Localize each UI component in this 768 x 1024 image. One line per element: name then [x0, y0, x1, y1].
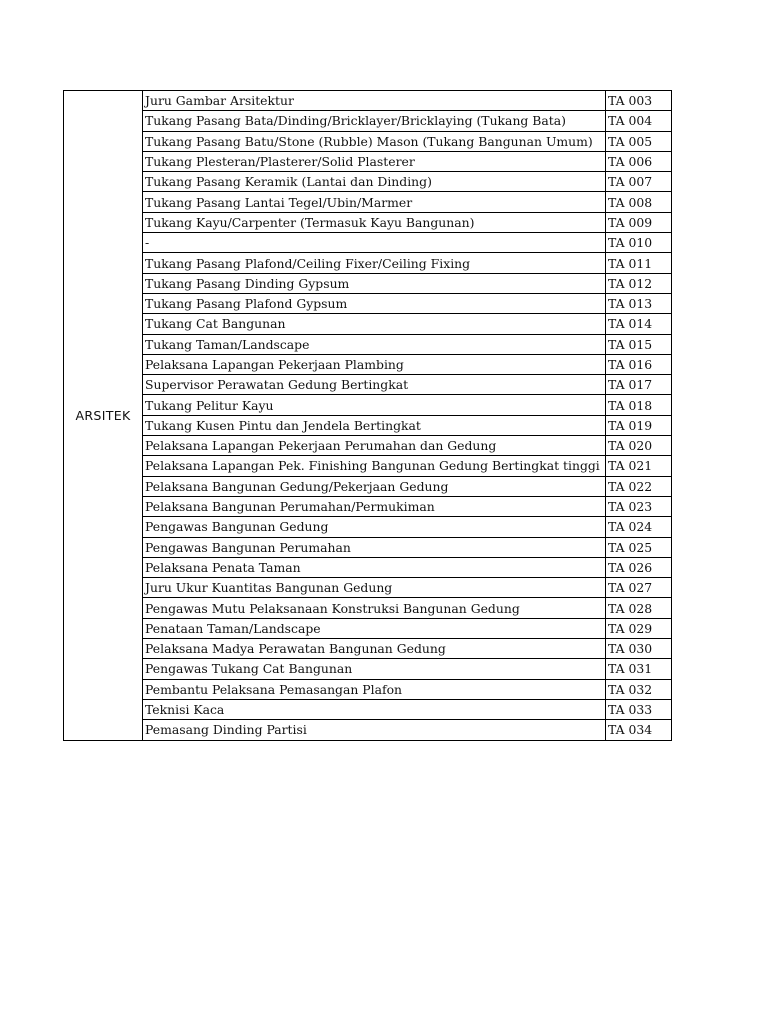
code-cell: TA 005	[606, 131, 672, 151]
code-cell: TA 022	[606, 476, 672, 496]
job-title-cell: Pengawas Bangunan Gedung	[143, 517, 606, 537]
job-title-cell: Supervisor Perawatan Gedung Bertingkat	[143, 375, 606, 395]
table-row	[64, 354, 672, 374]
code-cell: TA 015	[606, 334, 672, 354]
job-title-cell: Pelaksana Penata Taman	[143, 557, 606, 577]
job-title-cell: Pengawas Tukang Cat Bangunan	[143, 659, 606, 679]
job-title-cell: Tukang Pasang Dinding Gypsum	[143, 273, 606, 293]
competency-table	[63, 90, 672, 741]
table-row	[64, 415, 672, 435]
table-row	[64, 639, 672, 659]
code-cell: TA 010	[606, 233, 672, 253]
job-title-cell: Tukang Pelitur Kayu	[143, 395, 606, 415]
code-cell: TA 019	[606, 415, 672, 435]
job-title-cell: Tukang Cat Bangunan	[143, 314, 606, 334]
job-title-cell: Penataan Taman/Landscape	[143, 618, 606, 638]
job-title-cell: Pengawas Mutu Pelaksanaan Konstruksi Bangunan Gedung	[143, 598, 606, 618]
table-row	[64, 537, 672, 557]
job-title-cell: Tukang Plesteran/Plasterer/Solid Plasterer	[143, 151, 606, 171]
table-row	[64, 699, 672, 719]
code-cell: TA 027	[606, 578, 672, 598]
table-row	[64, 436, 672, 456]
job-title-cell: Tukang Kusen Pintu dan Jendela Bertingkat	[143, 415, 606, 435]
job-title-cell: Pelaksana Lapangan Pekerjaan Perumahan dan Gedung	[143, 436, 606, 456]
code-cell: TA 021	[606, 456, 672, 476]
code-cell: TA 034	[606, 720, 672, 740]
table-body	[64, 91, 672, 741]
job-title-cell: Tukang Pasang Batu/Stone (Rubble) Mason (Tukang Bangunan Umum)	[143, 131, 606, 151]
table-row	[64, 91, 672, 111]
table-row	[64, 659, 672, 679]
table-row	[64, 557, 672, 577]
code-cell: TA 028	[606, 598, 672, 618]
code-cell: TA 033	[606, 699, 672, 719]
table-row	[64, 375, 672, 395]
table-row	[64, 679, 672, 699]
code-cell: TA 009	[606, 212, 672, 232]
table-row	[64, 517, 672, 537]
job-title-cell: Pemasang Dinding Partisi	[143, 720, 606, 740]
job-title-cell: Tukang Pasang Plafond/Ceiling Fixer/Ceiling Fixing	[143, 253, 606, 273]
code-cell: TA 025	[606, 537, 672, 557]
job-title-cell: Tukang Pasang Plafond Gypsum	[143, 293, 606, 313]
job-title-cell: Pengawas Bangunan Perumahan	[143, 537, 606, 557]
table-row	[64, 233, 672, 253]
table-row	[64, 131, 672, 151]
job-title-cell: Pelaksana Bangunan Perumahan/Permukiman	[143, 496, 606, 516]
code-cell: TA 006	[606, 151, 672, 171]
code-cell: TA 004	[606, 111, 672, 131]
table-row	[64, 273, 672, 293]
table-row	[64, 598, 672, 618]
job-title-cell: Tukang Pasang Bata/Dinding/Bricklayer/Bricklaying (Tukang Bata)	[143, 111, 606, 131]
code-cell: TA 013	[606, 293, 672, 313]
table-row	[64, 253, 672, 273]
code-cell: TA 012	[606, 273, 672, 293]
code-cell: TA 029	[606, 618, 672, 638]
job-title-cell: Teknisi Kaca	[143, 699, 606, 719]
table-row	[64, 192, 672, 212]
code-cell: TA 008	[606, 192, 672, 212]
job-title-cell: Tukang Kayu/Carpenter (Termasuk Kayu Bangunan)	[143, 212, 606, 232]
table-row	[64, 618, 672, 638]
table-row	[64, 476, 672, 496]
code-cell: TA 007	[606, 172, 672, 192]
job-title-cell: Pelaksana Lapangan Pekerjaan Plambing	[143, 354, 606, 374]
code-cell: TA 003	[606, 91, 672, 111]
code-cell: TA 020	[606, 436, 672, 456]
code-cell: TA 018	[606, 395, 672, 415]
job-title-cell: Pelaksana Bangunan Gedung/Pekerjaan Gedung	[143, 476, 606, 496]
table-row	[64, 151, 672, 171]
table-row	[64, 172, 672, 192]
table-row	[64, 496, 672, 516]
job-title-cell: Juru Gambar Arsitektur	[143, 91, 606, 111]
code-cell: TA 014	[606, 314, 672, 334]
code-cell: TA 017	[606, 375, 672, 395]
group-label-cell: ARSITEK	[64, 91, 143, 741]
code-cell: TA 032	[606, 679, 672, 699]
job-title-cell: -	[143, 233, 606, 253]
code-cell: TA 011	[606, 253, 672, 273]
code-cell: TA 016	[606, 354, 672, 374]
code-cell: TA 024	[606, 517, 672, 537]
code-cell: TA 023	[606, 496, 672, 516]
job-title-cell: Tukang Pasang Keramik (Lantai dan Dinding)	[143, 172, 606, 192]
code-cell: TA 031	[606, 659, 672, 679]
table-row	[64, 334, 672, 354]
job-title-cell: Pelaksana Madya Perawatan Bangunan Gedung	[143, 639, 606, 659]
job-title-cell: Pembantu Pelaksana Pemasangan Plafon	[143, 679, 606, 699]
job-title-cell: Tukang Pasang Lantai Tegel/Ubin/Marmer	[143, 192, 606, 212]
table-row	[64, 456, 672, 476]
table-row	[64, 720, 672, 740]
table-row	[64, 578, 672, 598]
job-title-cell: Tukang Taman/Landscape	[143, 334, 606, 354]
job-title-cell: Pelaksana Lapangan Pek. Finishing Bangunan Gedung Bertingkat tinggi	[143, 456, 606, 476]
job-title-cell: Juru Ukur Kuantitas Bangunan Gedung	[143, 578, 606, 598]
table-row	[64, 314, 672, 334]
code-cell: TA 030	[606, 639, 672, 659]
table-row	[64, 212, 672, 232]
table-row	[64, 395, 672, 415]
table-row	[64, 293, 672, 313]
table-row	[64, 111, 672, 131]
code-cell: TA 026	[606, 557, 672, 577]
